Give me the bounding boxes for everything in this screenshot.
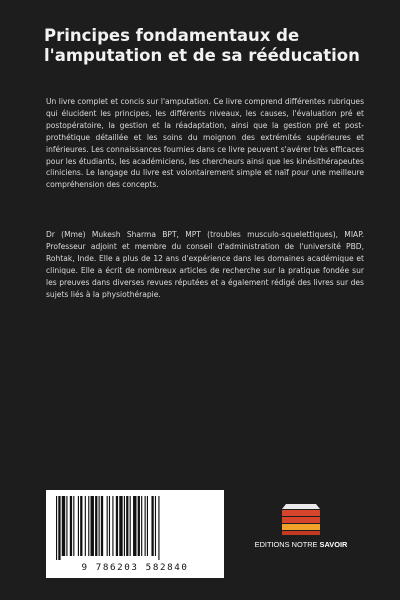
- book-stack-icon: [268, 500, 334, 538]
- barcode-bar: [99, 496, 100, 556]
- barcode-bar: [66, 496, 67, 556]
- isbn-number: 9 786203 582840: [81, 562, 189, 573]
- barcode-bar: [78, 496, 79, 556]
- barcode-bar: [158, 496, 159, 560]
- book-description: Un livre complet et concis sur l'amputation. Ce livre comprend différentes rubriques qui élucident les principes, les différents niveaux, les causes, l'évaluation pré et postopératoire, la gestion et la réadaptation, ainsi que la gestion pré et post-prothétique détaillée et les soins du moignon des extrémités supérieures et inférieures. Les connaissances fournies dans ce livre peuvent s'avérer très efficaces pour les étudiants, les académiciens, les chercheurs ainsi que les kinésithérapeutes cliniciens. Le langage du livre est volontairement simple et naïf pour une meilleure compréhension des concepts.: [46, 97, 364, 190]
- publisher-name-suffix: SAVOIR: [319, 540, 348, 549]
- barcode-bar: [124, 496, 125, 556]
- barcode-bar: [141, 496, 142, 556]
- barcode-bar: [138, 496, 140, 556]
- barcode-bar: [116, 496, 118, 556]
- barcode-bar: [70, 496, 72, 556]
- barcode-bar: [80, 496, 82, 556]
- barcode-bar: [58, 496, 60, 560]
- author-biography: Dr (Mme) Mukesh Sharma BPT, MPT (troubles musculo-squelettiques), MIAP. Professeur adjoint et membre du conseil d'administration de l'université PBD, Rohtak, Inde. Elle a plus de 12 ans d'expérience dans les domaines académique et clinique. Elle a écrit de nombreux articles de recherche sur la pratique fondée sur les preuves dans diverses revues réputées et a également rédigé des livres sur des sujets liés à la physiothérapie.: [46, 230, 364, 299]
- barcode-bar: [101, 496, 103, 556]
- isbn-barcode: [46, 490, 224, 578]
- barcode-bar: [145, 496, 146, 556]
- barcode-bar: [91, 496, 94, 556]
- barcode-bar: [147, 496, 148, 556]
- barcode-bar: [112, 496, 113, 556]
- barcode-bar: [88, 496, 89, 556]
- barcode-bar: [107, 496, 108, 556]
- barcode-bar: [130, 496, 131, 556]
- publisher-logo: [246, 500, 356, 560]
- publisher-name: [246, 540, 356, 549]
- barcode-bar: [151, 496, 153, 556]
- barcode-bars: [50, 496, 220, 562]
- barcode-bar: [126, 496, 128, 556]
- barcode-bar: [109, 496, 110, 556]
- barcode-bar: [119, 496, 122, 556]
- barcode-bar: [62, 496, 65, 556]
- barcode-bar: [155, 496, 156, 556]
- barcode-bar: [133, 496, 136, 556]
- barcode-bar: [85, 496, 86, 556]
- book-title: Principes fondamentaux de l'amputation et de sa rééducation: [44, 26, 360, 65]
- barcode-bar: [73, 496, 74, 556]
- barcode-bar: [95, 496, 97, 556]
- publisher-name-prefix: EDITIONS NOTRE: [254, 540, 320, 549]
- barcode-bar: [56, 496, 57, 560]
